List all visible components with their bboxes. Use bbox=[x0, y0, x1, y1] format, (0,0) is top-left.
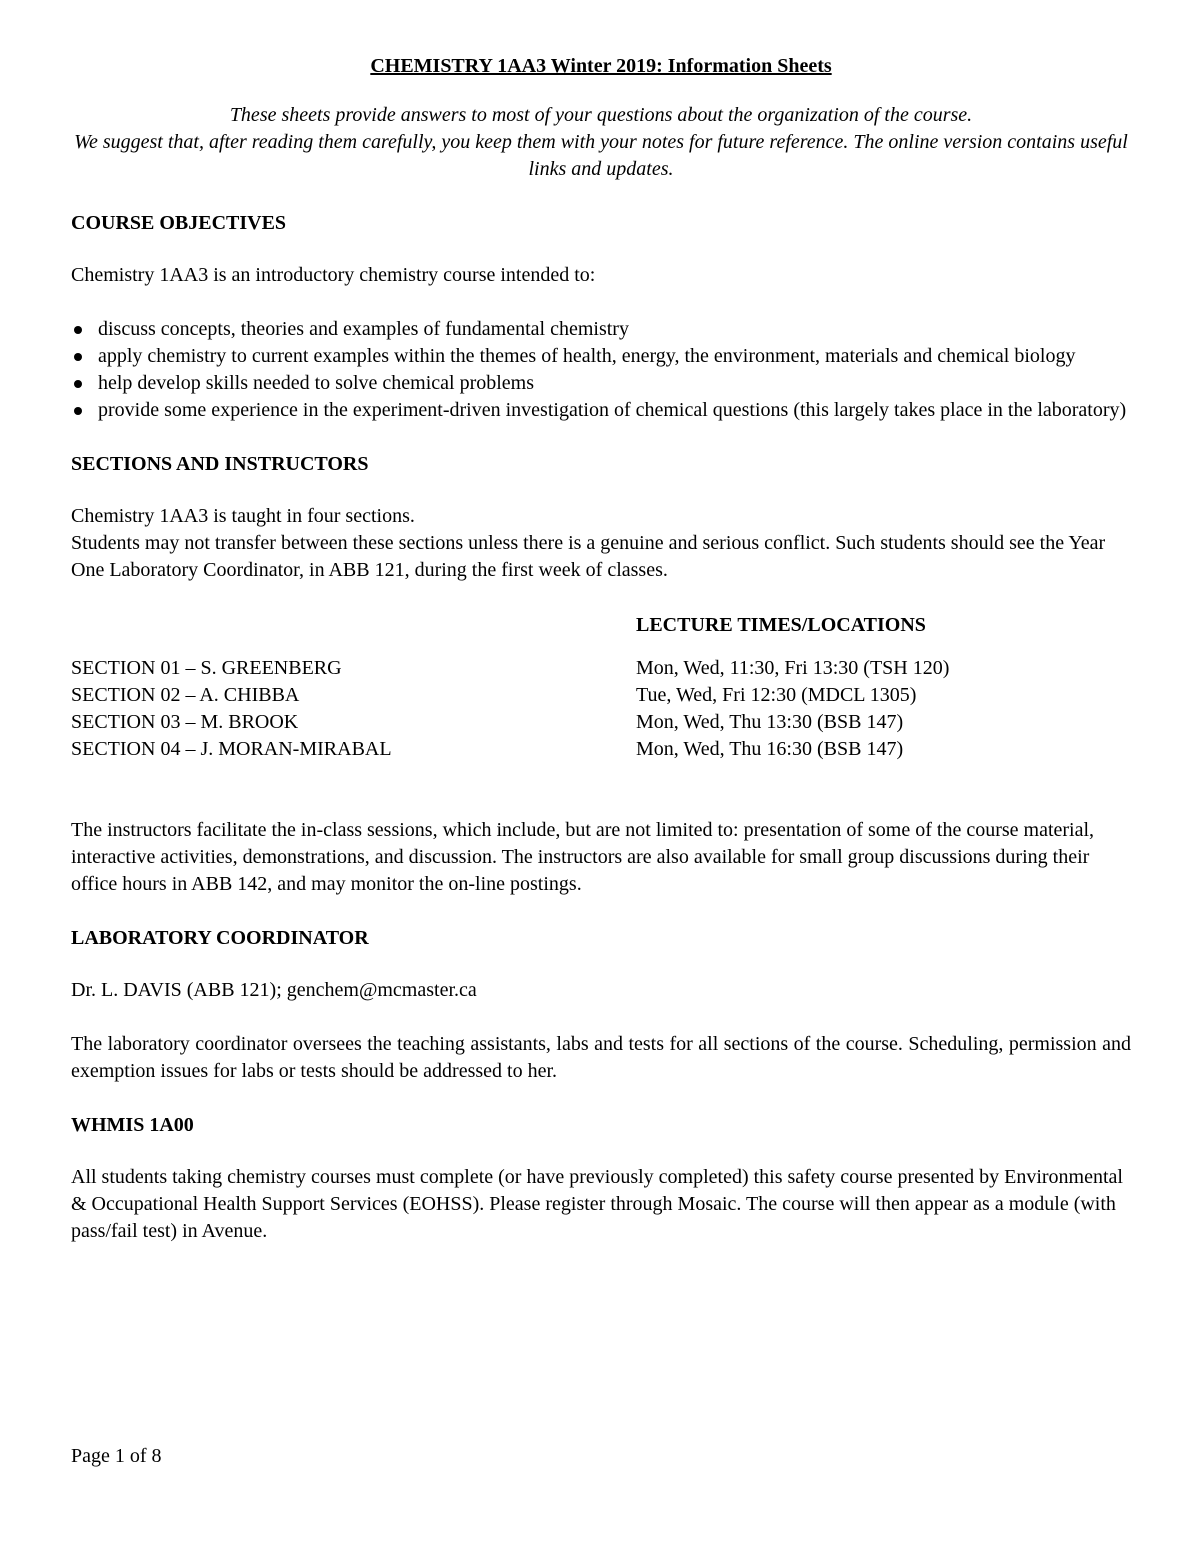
objectives-lead: Chemistry 1AA3 is an introductory chemistry course intended to: bbox=[71, 264, 596, 286]
intro-block bbox=[71, 102, 1131, 183]
intro-line: These sheets provide answers to most of your questions about the organization of the course. bbox=[229, 104, 973, 126]
section-name: SECTION 01 – S. GREENBERG bbox=[71, 657, 342, 679]
whmis-heading: WHMIS 1A00 bbox=[71, 1114, 194, 1136]
page-number: Page 1 of 8 bbox=[71, 1445, 162, 1467]
document-title: CHEMISTRY 1AA3 Winter 2019: Information Sheets bbox=[370, 55, 832, 77]
document-page bbox=[71, 53, 1131, 1245]
lab-coordinator-heading: LABORATORY COORDINATOR bbox=[71, 927, 369, 949]
whmis-paragraph: All students taking chemistry courses must complete (or have previously completed) this safety course presented by Environmental & Occupational Health Support Services (EOHSS). Please register through Mosaic. The course will then appear as a module (with pass/fail test) in Avenue. bbox=[71, 1166, 1123, 1242]
list-item: provide some experience in the experiment-driven investigation of chemical questions (this largely takes place in the laboratory) bbox=[71, 397, 1131, 424]
section-name: SECTION 04 – J. MORAN-MIRABAL bbox=[71, 738, 392, 760]
sections-heading: SECTIONS AND INSTRUCTORS bbox=[71, 453, 369, 475]
section-time: Tue, Wed, Fri 12:30 (MDCL 1305) bbox=[636, 684, 917, 706]
intro-line: We suggest that, after reading them carefully, you keep them with your notes for future reference. The online version contains useful links and updates. bbox=[74, 131, 1128, 180]
list-item: help develop skills needed to solve chemical problems bbox=[71, 370, 1131, 397]
lab-coordinator-paragraph: The laboratory coordinator oversees the teaching assistants, labs and tests for all sections of the course. Scheduling, permission and exemption issues for labs or tests should be addressed to her. bbox=[71, 1033, 1131, 1082]
section-time: Mon, Wed, 11:30, Fri 13:30 (TSH 120) bbox=[636, 657, 950, 679]
section-time: Mon, Wed, Thu 13:30 (BSB 147) bbox=[636, 711, 904, 733]
list-item: discuss concepts, theories and examples of fundamental chemistry bbox=[71, 316, 1131, 343]
objectives-list bbox=[71, 316, 1131, 424]
section-name: SECTION 02 – A. CHIBBA bbox=[71, 684, 300, 706]
sections-table bbox=[71, 612, 1131, 763]
sections-paragraph: Chemistry 1AA3 is taught in four sections. bbox=[71, 505, 415, 527]
lab-coordinator-contact: Dr. L. DAVIS (ABB 121); genchem@mcmaster.ca bbox=[71, 979, 477, 1001]
section-name: SECTION 03 – M. BROOK bbox=[71, 711, 299, 733]
course-objectives-heading: COURSE OBJECTIVES bbox=[71, 212, 287, 234]
section-time: Mon, Wed, Thu 16:30 (BSB 147) bbox=[636, 738, 904, 760]
list-item: apply chemistry to current examples within the themes of health, energy, the environment, materials and chemical biology bbox=[71, 343, 1131, 370]
instructors-paragraph: The instructors facilitate the in-class sessions, which include, but are not limited to: presentation of some of the course material, interactive activities, demonstrations, and discussion. The instructors are also available for small group discussions during their office hours in ABB 142, and may monitor the on-line postings. bbox=[71, 819, 1095, 895]
lecture-times-heading: LECTURE TIMES/LOCATIONS bbox=[636, 614, 926, 636]
sections-paragraph: Students may not transfer between these sections unless there is a genuine and serious conflict. Such students should see the Year One Laboratory Coordinator, in ABB 121, during the first week of classes. bbox=[71, 532, 1106, 581]
